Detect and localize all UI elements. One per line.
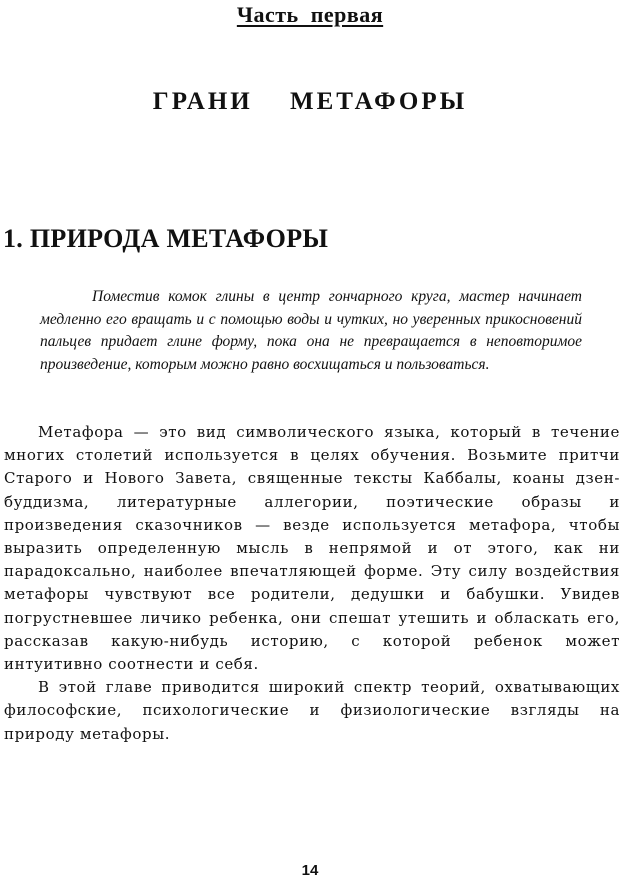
- body-text: [4, 421, 620, 746]
- epigraph: Поместив комок глины в центр гончарного круга, мастер начинает медленно его вращать и с помощью воды и чутких, но уверенных прикосновений пальцев придает глине форму, пока она не превращается в неповторимое произведение, которым можно равно восхищаться и пользоваться.: [40, 288, 582, 373]
- part-title: [0, 2, 620, 28]
- part-title-text: Часть первая: [236, 2, 384, 27]
- chapter-title: 1. ПРИРОДА МЕТАФОРЫ: [3, 224, 329, 253]
- section-title: ГРАНИ МЕТАФОРЫ: [152, 88, 468, 115]
- paragraph: Метафора — это вид символического языка, который в течение многих столетий используется в целях обучения. Возьмите притчи Старого и Нового Завета, священные тексты Каббалы, коаны дзен-буддизма, литературные аллегории, поэтические образы и произведения сказочников — везде используется метафора, чтобы выразить определенную мысль в непрямой и от этого, как ни парадоксально, наиболее впечатляющей форме. Эту силу воздействия метафоры чувствуют все родители, дедушки и бабушки. Увидев погрустневшее личико ребенка, они спешат утешить и обласкать его, рассказав какую-нибудь историю, с которой ребенок может интуитивно соотнести и себя.: [4, 423, 620, 674]
- paragraph: В этой главе приводится широкий спектр теорий, охватывающих философские, психологические и физиологические взгляды на природу метафоры.: [4, 678, 620, 743]
- page-number: 14: [301, 862, 319, 879]
